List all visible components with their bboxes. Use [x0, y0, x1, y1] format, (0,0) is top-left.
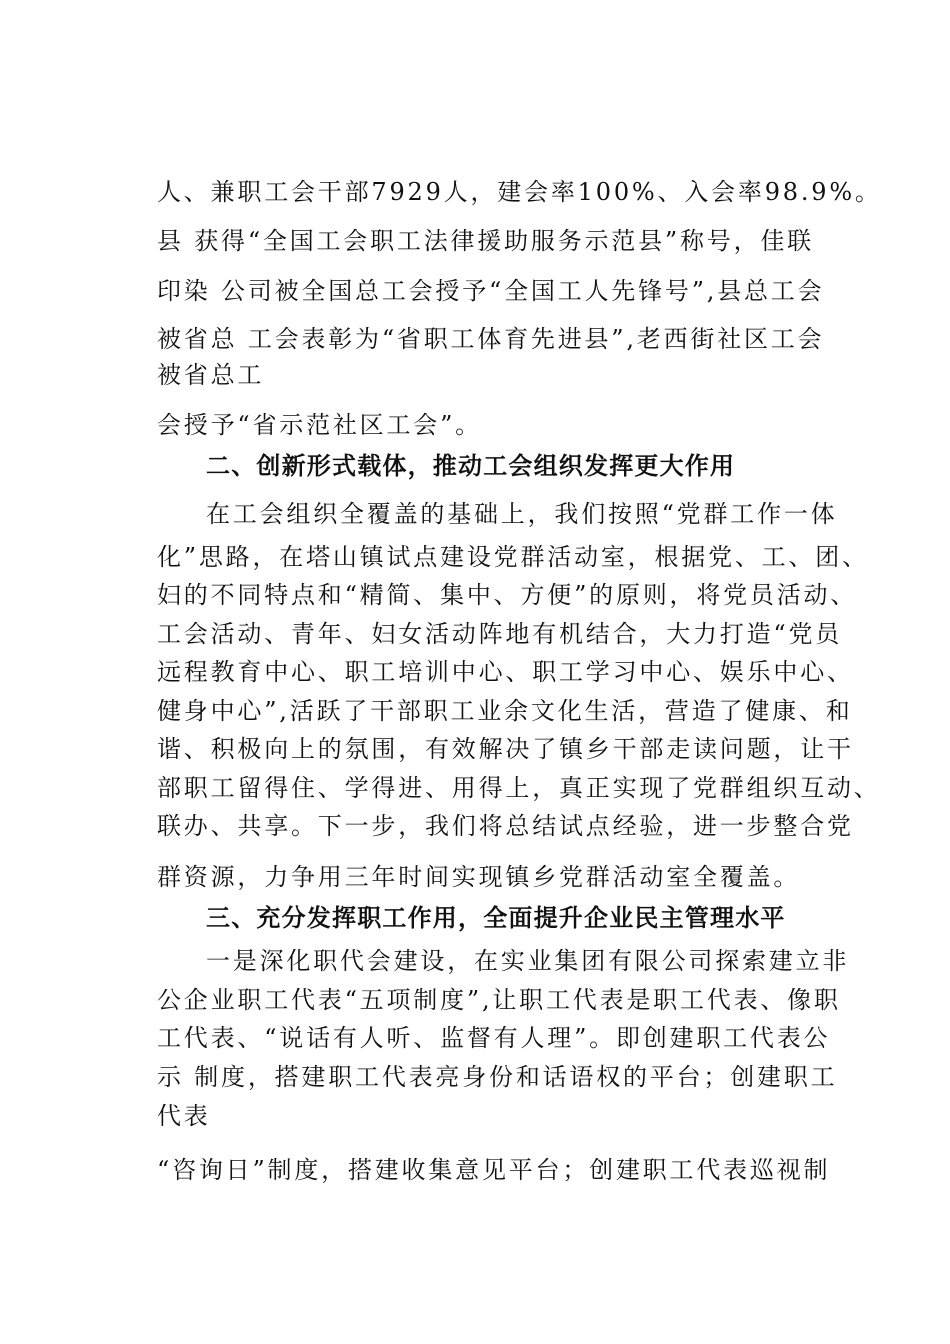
body-line: 谐、积极向上的氛围，有效解决了镇乡干部走读问题，让干 [157, 735, 854, 763]
body-line: “咨询日”制度，搭建收集意见平台；创建职工代表巡视制 [157, 1156, 831, 1184]
body-line: 远程教育中心、职工培训中心、职工学习中心、娱乐中心、 [157, 658, 854, 686]
body-line: 被省总工 [157, 361, 265, 389]
body-line: 人、兼职工会干部7929人，建会率100%、入会率98.9%。 [157, 178, 882, 206]
body-line: 群资源，力争用三年时间实现镇乡党群活动室全覆盖。 [157, 863, 801, 891]
body-line: 联办、共享。下一步，我们将总结试点经验，进一步整合党 [157, 812, 854, 840]
body-line: 印染 公司被全国总工会授予“全国工人先锋号”,县总工会 [157, 277, 825, 305]
body-line: 一是深化职代会建设，在实业集团有限公司探索建立非 [206, 947, 850, 975]
body-line: 县 获得“全国工会职工法律援助服务示范县”称号，佳联 [157, 227, 814, 255]
body-line: 在工会组织全覆盖的基础上，我们按照“党群工作一体 [206, 500, 838, 528]
body-line: 健身中心”,活跃了干部职工业余文化生活，营造了健康、和 [157, 697, 853, 725]
body-line: 工会活动、青年、妇女活动阵地有机结合，大力打造“党员 [157, 620, 843, 648]
body-line: 工代表、“说话有人听、监督有人理”。即创建职工代表公 [157, 1024, 831, 1052]
body-line: 部职工留得住、学得进、用得上，真正实现了党群组织互动、 [157, 774, 881, 802]
section-heading: 三、充分发挥职工作用，全面提升企业民主管理水平 [206, 904, 786, 932]
body-line: 妇的不同特点和“精简、集中、方便”的原则，将党员活动、 [157, 581, 858, 609]
body-line: 化”思路，在塔山镇试点建设党群活动室，根据党、工、团、 [157, 543, 869, 571]
body-line: 会授予“省示范社区工会”。 [157, 411, 482, 439]
body-line: 示 制度，搭建职工代表亮身份和话语权的平台；创建职工 [157, 1063, 838, 1091]
body-line: 公企业职工代表“五项制度”,让职工代表是职工代表、像职 [157, 986, 841, 1014]
section-heading: 二、创新形式载体，推动工会组织发挥更大作用 [206, 452, 736, 480]
body-line: 被省总 工会表彰为“省职工体育先进县”,老西街社区工会 [157, 325, 825, 353]
body-line: 代表 [157, 1102, 211, 1130]
